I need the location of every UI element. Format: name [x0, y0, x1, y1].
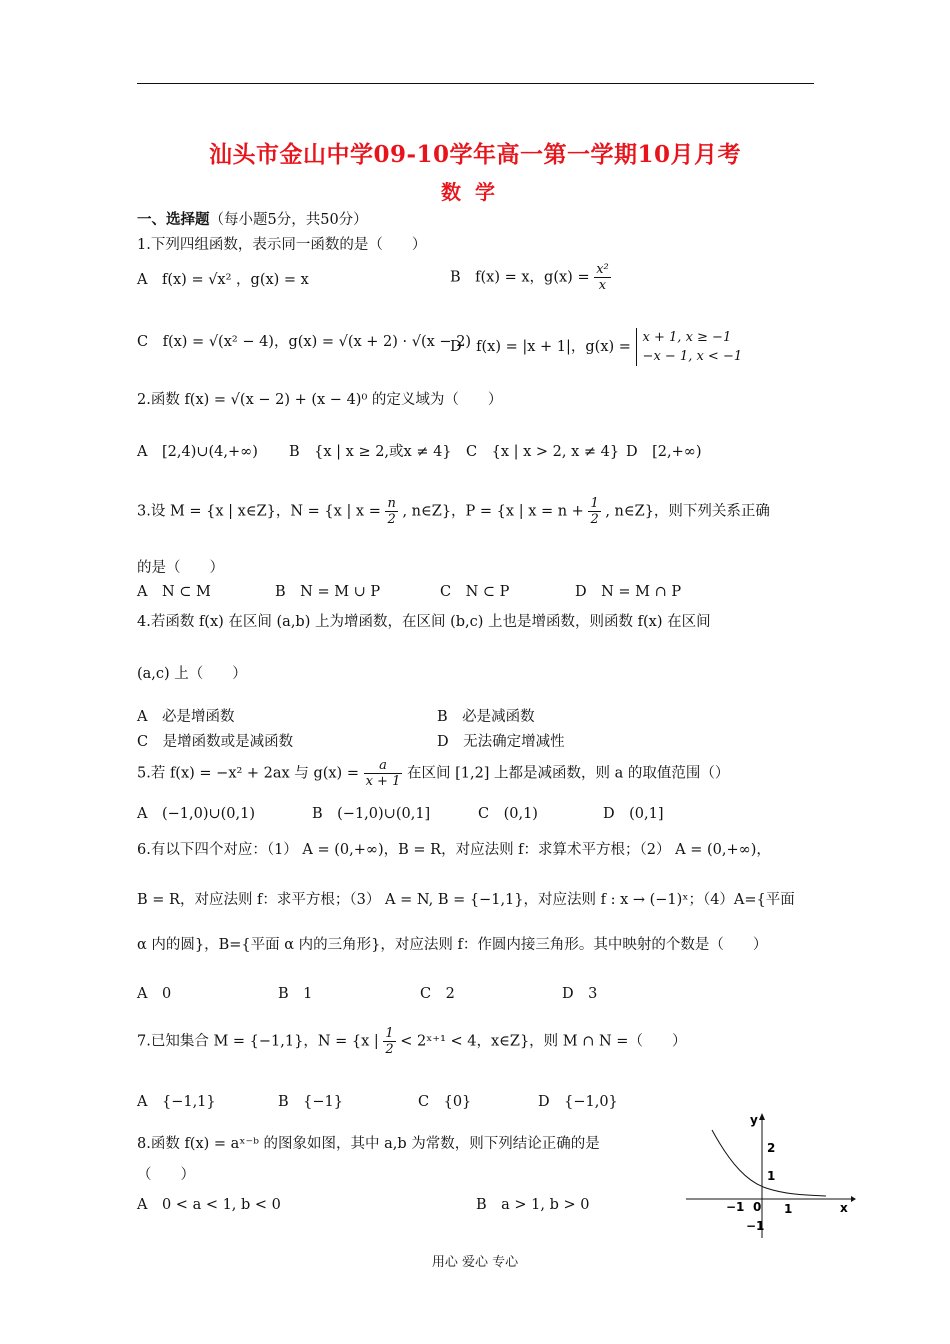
q3-option-c: C N ⊂ P — [440, 584, 510, 600]
q5-stem-part2: 在区间 [1,2] 上都是减函数，则 a 的取值范围（） — [406, 765, 730, 782]
section-label: 一、选择题 — [137, 211, 210, 228]
graph-curve — [712, 1130, 826, 1196]
graph-tick-y2: 2 — [767, 1141, 776, 1155]
q3-stem-part1: 3.设 M = {x | x∈Z}，N = {x | x = — [137, 503, 381, 520]
q7-option-d: D {−1,0} — [538, 1094, 618, 1110]
q5-option-c: C (0,1) — [478, 806, 538, 822]
q1-option-d — [450, 328, 742, 366]
q7-option-c: C {0} — [418, 1094, 472, 1110]
section-heading — [137, 208, 368, 229]
q7-stem-part2: < 2ˣ⁺¹ < 4，x∈Z}，则 M ∩ N =（ ） — [400, 1033, 687, 1050]
q7-denominator: 2 — [385, 1042, 394, 1057]
q1-stem: 1.下列四组函数，表示同一函数的是（ ） — [137, 237, 427, 253]
q1-option-b-fraction — [594, 262, 611, 293]
page-footer: 用心 爱心 专心 — [431, 1255, 519, 1270]
q1-option-b-label: B f(x) = x，g(x) = — [450, 269, 590, 286]
q3-option-d: D N = M ∩ P — [575, 584, 682, 600]
graph-y-label: y — [750, 1113, 758, 1127]
q3-p-numerator: 1 — [590, 496, 599, 511]
graph-origin: 0 — [753, 1200, 762, 1214]
top-rule — [137, 83, 814, 84]
q2-option-b: B {x | x ≥ 2,或x ≠ 4} — [289, 444, 452, 460]
graph-tick-y1: 1 — [767, 1169, 776, 1183]
q7-option-b: B {−1} — [278, 1094, 343, 1110]
q8-option-b: B a > 1, b > 0 — [476, 1197, 590, 1213]
q1-option-c: C f(x) = √(x² − 4)，g(x) = √(x + 2) · √(x − 2) — [137, 334, 472, 350]
q7-stem — [137, 1026, 686, 1057]
q7-fraction — [383, 1026, 395, 1057]
q4-stem-cont: (a,c) 上（ ） — [137, 666, 247, 682]
q5-option-d: D (0,1] — [603, 806, 664, 822]
q4-option-b: B 必是减函数 — [437, 709, 535, 725]
q3-stem-part3: , n∈Z}，则下列关系正确 — [605, 503, 770, 520]
q1-b-numerator: x² — [596, 262, 609, 277]
q2-option-d: D [2,+∞) — [626, 444, 702, 460]
q4-stem: 4.若函数 f(x) 在区间 (a,b) 上为增函数，在区间 (b,c) 上也是增函数，则函数 f(x) 在区间 — [137, 614, 711, 630]
q3-stem-part2: , n∈Z}，P = {x | x = n + — [402, 503, 584, 520]
graph-tick-xneg1: −1 — [726, 1200, 745, 1214]
graph-tick-x1: 1 — [784, 1202, 793, 1216]
q5-g-fraction — [364, 758, 403, 789]
q3-n-numerator: n — [387, 496, 396, 511]
q5-option-b: B (−1,0)∪(0,1] — [312, 806, 431, 822]
q4-option-a: A 必是增函数 — [137, 709, 235, 725]
q1-piecewise — [636, 328, 743, 366]
q6-option-d: D 3 — [562, 986, 598, 1002]
q8-stem-cont: （ ） — [137, 1167, 195, 1183]
q1-option-b — [450, 262, 611, 293]
graph-y-arrow — [759, 1113, 765, 1120]
q5-g-numerator: a — [364, 758, 403, 774]
graph-tick-yneg1: −1 — [746, 1219, 765, 1233]
q3-p-denominator: 2 — [590, 512, 599, 527]
q4-option-d: D 无法确定增减性 — [437, 734, 565, 750]
q3-n-denominator: 2 — [387, 512, 396, 527]
q1-option-d-label: D f(x) = |x + 1|，g(x) = — [450, 339, 631, 355]
q3-stem — [137, 496, 770, 527]
q1-piecewise-case1: x + 1, x ≥ −1 — [642, 330, 732, 345]
q5-option-a: A (−1,0)∪(0,1) — [137, 806, 256, 822]
q2-option-c: C {x | x > 2, x ≠ 4} — [466, 444, 620, 460]
q4-option-c: C 是增函数或是减函数 — [137, 734, 294, 750]
q2-option-a: A [2,4)∪(4,+∞) — [137, 444, 258, 460]
q3-p-fraction — [588, 496, 600, 527]
q1-piecewise-case2: −x − 1, x < −1 — [642, 349, 743, 364]
q3-option-b: B N = M ∪ P — [275, 584, 381, 600]
q1-option-a: A f(x) = √x² ，g(x) = x — [137, 272, 309, 288]
q6-option-b: B 1 — [278, 986, 313, 1002]
q8-stem: 8.函数 f(x) = aˣ⁻ᵇ 的图象如图，其中 a,b 为常数，则下列结论正确的是 — [137, 1136, 600, 1152]
q8-function-graph — [686, 1110, 856, 1240]
graph-x-label: x — [840, 1201, 848, 1215]
section-note: （每小题5分，共50分） — [209, 212, 368, 228]
subject-title: 数学 — [441, 180, 509, 204]
q3-stem-cont: 的是（ ） — [137, 560, 224, 576]
q5-stem-part1: 5.若 f(x) = −x² + 2ax 与 g(x) = — [137, 765, 359, 782]
q5-g-denominator: x + 1 — [365, 774, 401, 789]
q1-b-denominator: x — [598, 278, 607, 293]
q6-option-a: A 0 — [137, 986, 172, 1002]
q5-stem — [137, 758, 729, 789]
q8-option-a: A 0 < a < 1, b < 0 — [137, 1197, 281, 1213]
page-title: 汕头市金山中学09-10学年高一第一学期10月月考 — [208, 141, 742, 168]
q6-line3: α 内的圆}，B={平面 α 内的三角形}，对应法则 f：作圆内接三角形。其中映射的个数是（ ） — [137, 937, 768, 953]
q6-line2: B = R，对应法则 f：求平方根；（3） A = N, B = {−1,1}，对应法则 f : x → (−1)ˣ；（4）A={平面 — [137, 892, 795, 908]
q7-stem-part1: 7.已知集合 M = {−1,1}，N = {x | — [137, 1033, 379, 1050]
q2-stem: 2.函数 f(x) = √(x − 2) + (x − 4)⁰ 的定义域为（ ） — [137, 392, 503, 408]
q6-line1: 6.有以下四个对应：（1） A = (0,+∞)，B = R，对应法则 f：求算术平方根；（2） A = (0,+∞)， — [137, 842, 771, 858]
graph-x-arrow — [851, 1196, 856, 1202]
q7-option-a: A {−1,1} — [137, 1094, 216, 1110]
q3-option-a: A N ⊂ M — [137, 584, 211, 600]
q6-option-c: C 2 — [420, 986, 455, 1002]
q3-n-fraction — [385, 496, 397, 527]
q7-numerator: 1 — [385, 1026, 394, 1041]
